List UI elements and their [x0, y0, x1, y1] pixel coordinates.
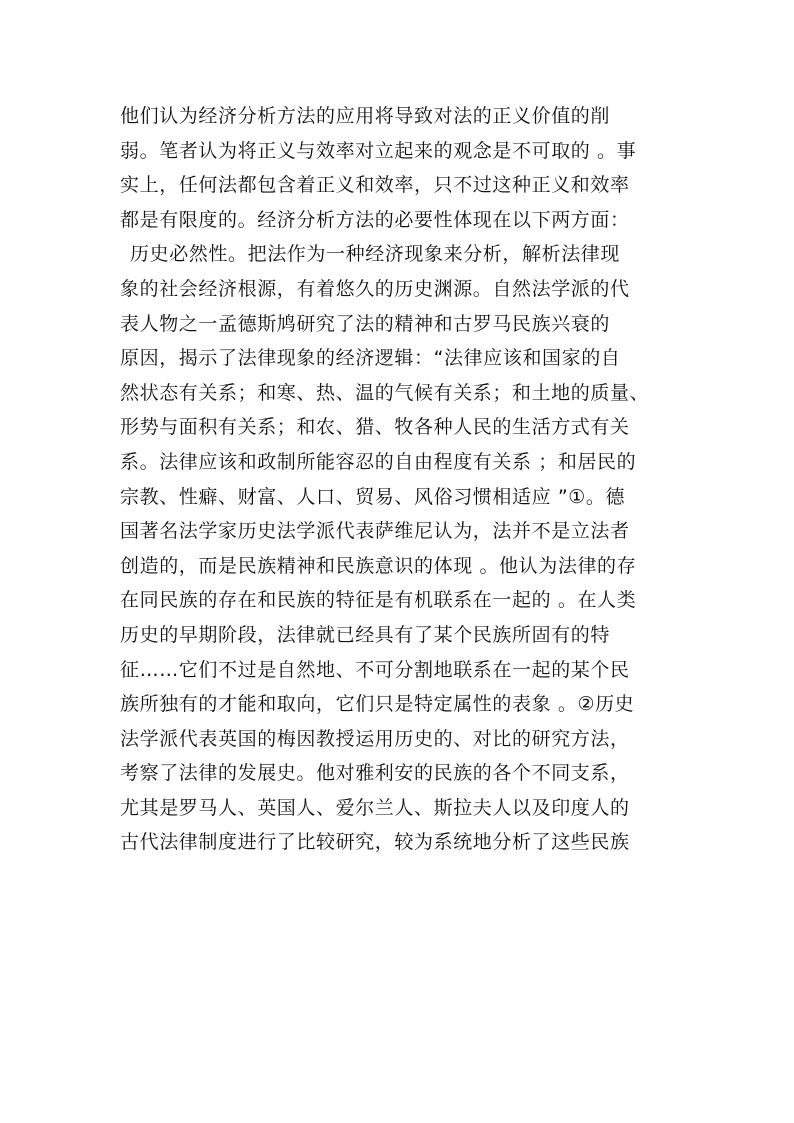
text-line: 征……它们不过是自然地、不可分割地联系在一起的某个民 — [120, 658, 630, 681]
text-line: 象的社会经济根源，有着悠久的历史渊源。自然法学派的代 — [120, 277, 630, 300]
text-line: 表人物之一孟德斯鸠研究了法的精神和古罗马民族兴衰的 — [120, 312, 611, 335]
text-line: 原因，揭示了法律现象的经济逻辑：“法律应该和国家的自 — [120, 347, 621, 370]
text-line: 法学派代表英国的梅因教授运用历史的、对比的研究方法， — [120, 727, 630, 750]
text-line: 都是有限度的。经济分析方法的必要性体现在以下两方面： — [120, 208, 630, 231]
text-line: 创造的，而是民族精神和民族意识的体现 。他认为法律的存 — [120, 554, 637, 577]
text-line: 族所独有的才能和取向，它们只是特定属性的表象 。②历史 — [120, 693, 635, 716]
text-line: 形势与面积有关系；和农、猎、牧各种人民的生活方式有关 — [120, 416, 630, 439]
text-line: 他们认为经济分析方法的应用将导致对法的正义价值的削 — [120, 105, 611, 127]
text-line: 历史必然性。把法作为一种经济现象来分析，解析法律现 — [130, 243, 621, 266]
text-line: 尤其是罗马人、英国人、爱尔兰人、斯拉夫人以及印度人的 — [120, 796, 630, 819]
text-line: 历史的早期阶段，法律就已经具有了某个民族所固有的特 — [120, 623, 611, 646]
text-line: 然状态有关系；和寒、热、温的气候有关系；和土地的质量、 — [120, 381, 650, 404]
text-line: 实上，任何法都包含着正义和效率，只不过这种正义和效率 — [120, 174, 630, 197]
text-line: 弱。笔者认为将正义与效率对立起来的观念是不可取的 。事 — [120, 139, 637, 162]
body-text — [120, 99, 690, 860]
text-line: 国著名法学家历史法学派代表萨维尼认为，法并不是立法者 — [120, 520, 630, 543]
text-line: 在同民族的存在和民族的特征是有机联系在一起的 。在人类 — [120, 589, 637, 612]
text-line: 系。法律应该和政制所能容忍的自由程度有关系 ；和居民的 — [120, 450, 637, 473]
text-line: 宗教、性癖、财富、人口、贸易、风俗习惯相适应 ”①。德 — [120, 485, 626, 508]
text-line: 古代法律制度进行了比较研究，较为系统地分析了这些民族 — [120, 831, 630, 854]
text-line: 考察了法律的发展史。他对雅利安的民族的各个不同支系， — [120, 762, 630, 785]
